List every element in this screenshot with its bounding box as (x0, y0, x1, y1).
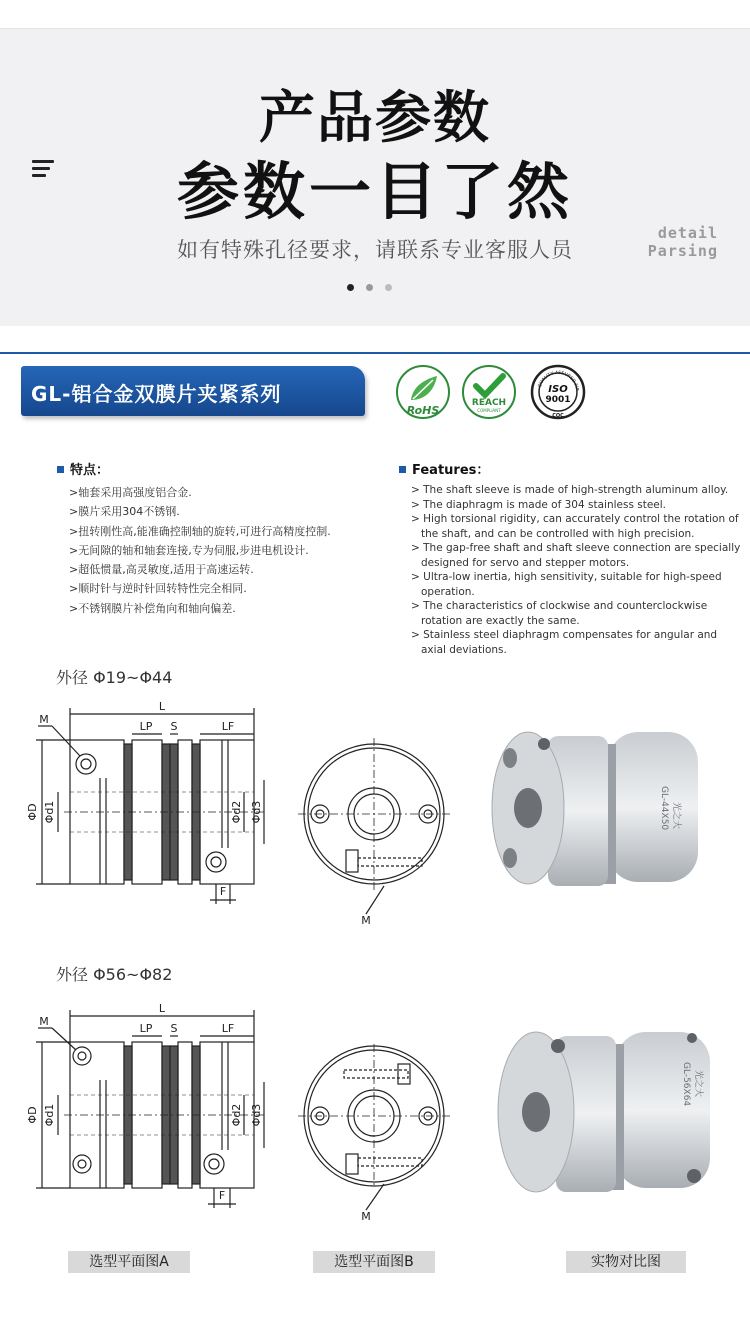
engraving-brand-2: 光之大 (693, 1070, 703, 1098)
dim-d2: Φd2 (230, 800, 243, 824)
engraving-model-1: GL-44X50 (659, 786, 669, 831)
reach-badge-icon (461, 364, 517, 420)
carousel-dot-3[interactable] (385, 284, 392, 291)
list-item: > Stainless steel diaphragm compensates for angular and axial deviations. (411, 629, 718, 656)
dim-S: S (170, 1022, 178, 1035)
caption-photo-comparison: 实物对比图 (566, 1251, 686, 1273)
dim-LP: LP (139, 1022, 153, 1035)
iso-text: ISO (548, 384, 568, 395)
list-item: > The shaft sleeve is made of high-strength aluminum alloy. (411, 484, 729, 496)
features-english (399, 459, 744, 657)
dim-M: M (39, 713, 49, 726)
list-item: >超低惯量,高灵敏度,适用于高速运转. (69, 563, 254, 577)
cqc-text: CQC (552, 413, 564, 419)
rohs-text: RoHS (406, 404, 440, 417)
dim-d2: Φd2 (230, 1103, 243, 1127)
features-chinese (57, 459, 377, 618)
reach-text: REACH (471, 398, 507, 408)
dim-LP: LP (139, 720, 153, 733)
banner-title: 产品参数 (259, 86, 491, 151)
parsing-text: Parsing (647, 242, 718, 260)
detail-parsing-label (648, 224, 718, 260)
engraving-brand-1: 光之大 (671, 802, 681, 830)
list-item: > The characteristics of clockwise and counterclockwise rotation are exactly the same. (411, 600, 708, 627)
iso-arc-text: QUALITY ASSURED FIR (537, 370, 580, 392)
rohs-badge-icon (395, 364, 451, 420)
iso-9001-badge-icon (530, 364, 586, 420)
list-item: >顺时针与逆时针回转特性完全相同. (69, 582, 247, 596)
dim-LF: LF (221, 720, 235, 733)
list-item: >无间隙的轴和轴套连接,专为伺服,步进电机设计. (69, 543, 309, 557)
dim-L: L (158, 1002, 166, 1015)
front-view-drawing-2 (298, 1044, 458, 1224)
side-view-drawing-2 (24, 1000, 274, 1214)
features-cn-heading: 特点： (57, 459, 377, 478)
drawing1-label: 外径 Φ19~Φ44 (56, 668, 173, 687)
engraving-model-2: GL-56X64 (681, 1062, 691, 1107)
series-title-bar (21, 366, 365, 416)
carousel-dot-2[interactable] (366, 284, 373, 291)
side-view-drawing-1 (24, 698, 274, 908)
dim-D: ΦD (26, 1106, 39, 1124)
front-view-drawing-1 (298, 738, 458, 928)
section-divider (0, 352, 750, 354)
list-item: > The diaphragm is made of 304 stainless steel. (411, 498, 667, 511)
carousel-dot-1[interactable] (347, 284, 354, 291)
dim-F: F (219, 885, 227, 898)
bullet-square-icon (57, 466, 64, 473)
dim-LF: LF (221, 1022, 235, 1035)
reach-compliant-text: COMPLIANT (477, 408, 501, 413)
dim-d1: Φd1 (43, 1103, 56, 1127)
list-item: >扭转刚性高,能准确控制轴的旋转,可进行高精度控制. (69, 524, 331, 538)
product-photo-2 (496, 1026, 732, 1198)
bullet-square-icon (399, 466, 406, 473)
detail-text: detail (657, 224, 718, 242)
list-item: > High torsional rigidity, can accurately control the rotation of the shaft, and can be controlled with high precision. (411, 513, 739, 540)
dim-F: F (218, 1189, 226, 1202)
dim-M: M (39, 1015, 49, 1028)
series-title: GL-铝合金双膜片夹紧系列 (31, 382, 282, 406)
list-item: >轴套采用高强度铝合金. (69, 486, 192, 499)
dim-d3: Φd3 (250, 1103, 263, 1127)
product-photo-1 (488, 722, 728, 894)
carousel-dots (347, 284, 392, 291)
drawing2-label: 外径 Φ56~Φ82 (56, 965, 173, 984)
dim-D: ΦD (26, 803, 39, 821)
iso-number: 9001 (545, 395, 571, 405)
dim-S: S (170, 720, 178, 733)
banner-title-secondary: 参数一目了然 (176, 155, 573, 228)
caption-plan-b: 选型平面图B (313, 1251, 435, 1273)
banner-subtitle: 如有特殊孔径要求，请联系专业客服人员 (177, 238, 573, 262)
front-M-label: M (361, 1210, 371, 1223)
list-item: > The gap-free shaft and shaft sleeve connection are specially designed for servo and stepper motors. (411, 542, 741, 569)
dim-d1: Φd1 (43, 800, 56, 824)
caption-plan-a: 选型平面图A (68, 1251, 190, 1273)
dim-d3: Φd3 (250, 800, 263, 824)
features-en-heading: Features： (399, 459, 744, 478)
list-item: >不锈钢膜片补偿角向和轴向偏差. (69, 601, 236, 615)
dim-L: L (158, 700, 166, 713)
list-item: >膜片采用304不锈钢. (69, 505, 180, 519)
front-M-label: M (361, 914, 371, 927)
list-item: > Ultra-low inertia, high sensitivity, suitable for high-speed operation. (411, 571, 722, 598)
